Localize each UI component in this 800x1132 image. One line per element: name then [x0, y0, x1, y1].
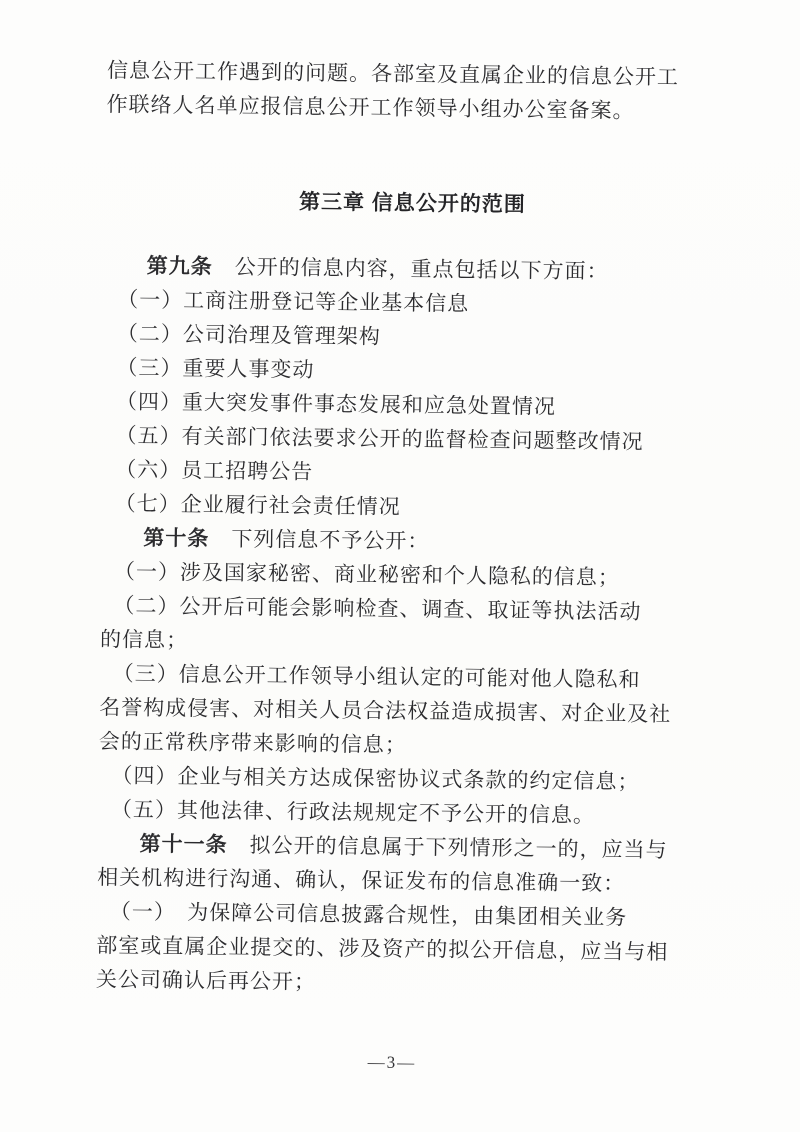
line-text: （二）公司治理及管理架构	[116, 321, 381, 349]
line-text: 关公司确认后再公开；	[95, 967, 317, 994]
article-number: 第九条	[146, 253, 213, 279]
line-text: （五）其他法律、行政法规规定不予公开的信息。	[110, 797, 596, 828]
line-text: （一） 为保障公司信息披露合规性，由集团相关业务	[109, 899, 628, 930]
line-text: 信息公开工作遇到的问题。各部室及直属企业的信息公开工	[106, 58, 680, 90]
line-text: 作联络人名单应报信息公开工作领导小组办公室备案。	[106, 92, 635, 123]
line-text: （一）涉及国家秘密、商业秘密和个人隐私的信息；	[113, 559, 621, 590]
line-text: （五）有关部门依法要求公开的监督检查问题整改情况	[115, 423, 644, 454]
paragraph-line	[106, 87, 720, 128]
document-body	[95, 53, 721, 1081]
line-text: 拟公开的信息属于下列情形之一的，应当与	[227, 832, 668, 863]
line-text: （三）重要人事变动	[116, 355, 315, 382]
page-number: —3—	[367, 1052, 417, 1073]
line-text: （三）信息公开工作领导小组认定的可能对他人隐私和	[112, 661, 641, 692]
article-number: 第十条	[143, 525, 210, 551]
line-text: 相关机构进行沟通、确认，保证发布的信息准确一致：	[97, 865, 626, 896]
line-text: 部室或直属企业提交的、涉及资产的拟公开信息，应当与相	[96, 933, 669, 965]
line-text: （四）重大突发事件事态发展和应急处置情况	[115, 389, 557, 419]
line-text: （二）公开后可能会影响检查、调查、取证等执法活动	[113, 593, 642, 624]
line-text: 公开的信息内容，重点包括以下方面：	[212, 254, 609, 284]
line-text: 名誉构成侵害、对相关人员合法权益造成损害、对企业及社	[99, 695, 672, 727]
line-text: 下列信息不予公开：	[209, 526, 430, 554]
line-text: （六）员工招聘公告	[115, 457, 314, 484]
article-number: 第十一条	[139, 831, 228, 857]
line-text: 的信息；	[99, 627, 189, 653]
line-text: 会的正常秩序带来影响的信息；	[98, 729, 407, 757]
line-text: （一）工商注册登记等企业基本信息	[117, 287, 470, 316]
line-text: （七）企业履行社会责任情况	[114, 491, 401, 519]
chapter-heading: 第三章 信息公开的范围	[298, 190, 527, 217]
line-text: （四）企业与相关方达成保密协议式条款的约定信息；	[111, 763, 640, 794]
